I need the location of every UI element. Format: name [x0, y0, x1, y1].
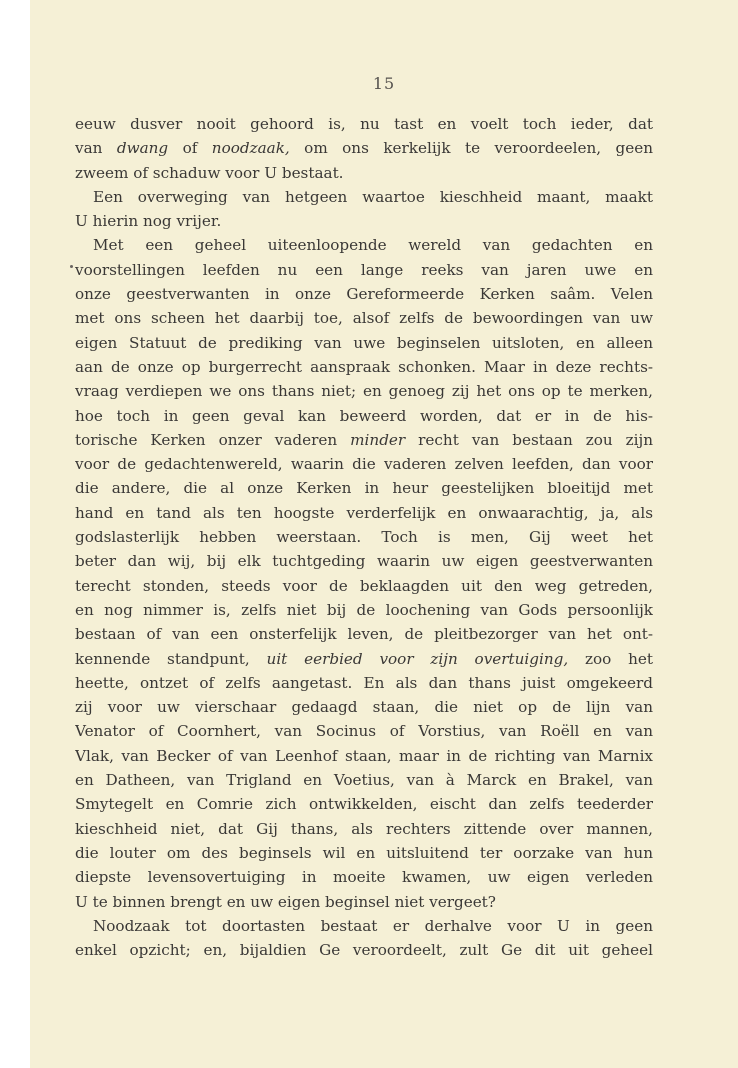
text-line: torische Kerken onzer vaderen minder recht van bestaan zou zijn — [75, 430, 653, 449]
text-line: bestaan of van een onsterfelijk leven, de pleitbezorger van het ont- — [75, 625, 653, 644]
text-line: zij voor uw vierschaar gedaagd staan, die niet op de lijn van — [75, 698, 653, 717]
text-line: U te binnen brengt en uw eigen beginsel niet vergeet? — [75, 892, 496, 911]
text-line: vraag verdiepen we ons thans niet; en genoeg zij het ons op te merken, — [75, 382, 653, 401]
text-line: en Datheen, van Trigland en Voetius, van à Marck en Brakel, van — [75, 771, 653, 790]
text-line: diepste levensovertuiging in moeite kwamen, uw eigen verleden — [75, 868, 653, 887]
text-line: Met een geheel uiteenloopende wereld van gedachten en — [93, 236, 653, 255]
text-line: die louter om des beginsels wil en uitsluitend ter oorzake van hun — [75, 843, 653, 862]
page-number: 15 — [372, 74, 396, 93]
text-line: eigen Statuut de prediking van uwe beginselen uitsloten, en alleen — [75, 333, 653, 352]
text-line: heette, ontzet of zelfs aangetast. En als dan thans juist omgekeerd — [75, 673, 653, 692]
text-line: hand en tand als ten hoogste verderfelijk en onwaarachtig, ja, als — [75, 503, 653, 522]
italic-phrase: uit eerbied voor zijn overtuiging, — [266, 649, 569, 668]
text-line: onze geestverwanten in onze Gereformeerde Kerken saâm. Velen — [75, 285, 653, 304]
body-text — [75, 112, 653, 962]
text-line: U hierin nog vrijer. — [75, 212, 222, 231]
stray-ink-mark — [70, 265, 73, 268]
italic-phrase: dwang — [116, 139, 169, 158]
italic-phrase: noodzaak, — [211, 139, 290, 158]
text-line: hoe toch in geen geval kan beweerd worden, dat er in de his- — [75, 406, 653, 425]
text-line: Noodzaak tot doortasten bestaat er derhalve voor U in geen — [93, 916, 653, 935]
text-line: terecht stonden, steeds voor de beklaagden uit den weg getreden, — [75, 576, 653, 595]
italic-phrase: minder — [350, 430, 406, 449]
text-line: eeuw dusver nooit gehoord is, nu tast en voelt toch ieder, dat — [75, 115, 653, 133]
text-line: Een overweging van hetgeen waartoe kieschheid maant, maakt — [93, 187, 653, 206]
text-line: Vlak, van Becker of van Leenhof staan, maar in de richting van Marnix — [75, 746, 653, 765]
text-line: van dwang of noodzaak, om ons kerkelijk te veroordeelen, geen — [75, 139, 653, 158]
text-line: zweem of schaduw voor U bestaat. — [75, 163, 344, 182]
text-line: kieschheid niet, dat Gij thans, als rechters zittende over mannen, — [75, 819, 653, 838]
text-line: aan de onze op burgerrecht aanspraak schonken. Maar in deze rechts- — [75, 357, 653, 376]
text-line: beter dan wij, bij elk tuchtgeding waarin uw eigen geestverwanten — [75, 552, 653, 571]
text-line: voorstellingen leefden nu een lange reeks van jaren uwe en — [75, 260, 653, 279]
text-line: Smytegelt en Comrie zich ontwikkelden, eischt dan zelfs teederder — [75, 795, 653, 814]
text-line: met ons scheen het daarbij toe, alsof zelfs de bewoordingen van uw — [75, 309, 653, 328]
text-line: kennende standpunt, uit eerbied voor zijn overtuiging, zoo het — [75, 649, 653, 668]
text-line: godslasterlijk hebben weerstaan. Toch is men, Gij weet het — [75, 528, 653, 547]
text-line: enkel opzicht; en, bijaldien Ge veroordeelt, zult Ge dit uit geheel — [75, 941, 653, 960]
text-line: en nog nimmer is, zelfs niet bij de loochening van Gods persoonlijk — [75, 600, 653, 619]
text-line: Venator of Coornhert, van Socinus of Vorstius, van Roëll en van — [75, 722, 653, 741]
text-line: die andere, die al onze Kerken in heur geestelijken bloeitijd met — [75, 479, 653, 498]
text-line: voor de gedachtenwereld, waarin die vaderen zelven leefden, dan voor — [75, 455, 653, 474]
